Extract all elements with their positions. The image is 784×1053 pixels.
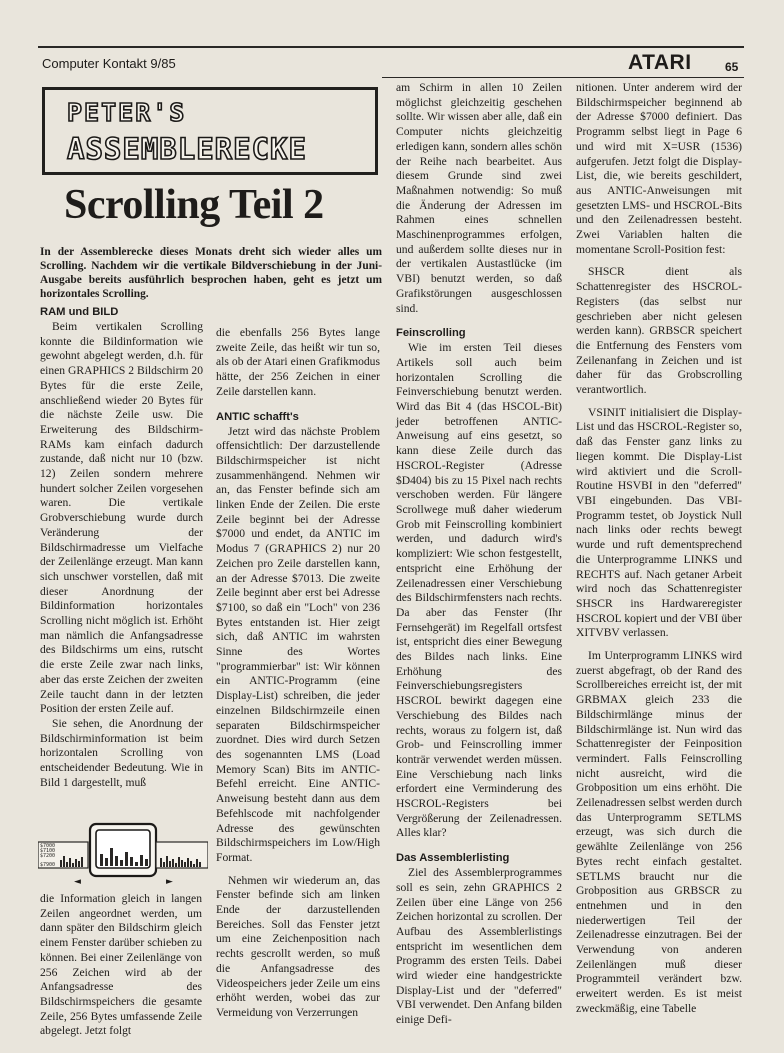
- paragraph: Im Unterprogramm LINKS wird zuerst abgefragt, ob der Rand des Scrollbereiches erreicht ist, der mit GRBMAX gleich 233 die Bildschirmlänge minus der Bildschirmlänge ist. Nun wird das Schattenregister der Feinposition vermindert. Falls Feinscrolling nicht ausreicht, wird die Grobposition um eins erhöht. Die Zeilenadressen selbst werden durch das Unterprogramm SETLMS erzeugt, was sich durch die gewählte Zeilenlänge von 256 Bytes recht einfach gestaltet. SETLMS braucht nur die Grobposition aus GRBSCR zu entnehmen und in den niederwertigen Teil der Zeilenadresse einzutragen. Bei der Verwendung von anderen Zeilenlängen muß dieser Programmteil verändert bzw. erweitert werden. Es ist meist zweckmäßig, eine Tabelle: [576, 649, 742, 1015]
- paragraph: Beim vertikalen Scrolling konnte die Bildinformation wie gewohnt abgelegt werden, d.h. für einen GRAPHICS 2 Bildschirm 20 Bytes für die erste Zeile, anschließend wieder 20 Bytes für die nächste Zeile usw. Die Erweiterung des Bildschirm-RAMs kam einfach dadurch zustande, daß nicht nur 10 (bzw. 12) Zeilen sondern mehrere hundert solcher Zeilen vorgesehen waren. Die vertikale Grobverschiebung wurde durch Veränderung der Bildschirmadresse um Vielfache der Zeilenlänge erzeugt. Man kann sich unschwer vorstellen, daß mit dieser Anordnung der Bildinformation horizontales Scrolling nicht möglich ist. Erhöht man nämlich die Anfangsadresse des Bildschirms um eins, rutscht die erste Zeile zwar nach links, aber das erste Zeichen der zweiten Zeile taucht dann in der letzten Position der ersten Zeile auf.: [40, 320, 203, 716]
- logo-line-2: ASSEMBLERECKE: [67, 132, 307, 166]
- arrow-right-icon: ►: [166, 877, 173, 886]
- memory-address-labels: [40, 843, 55, 868]
- article-lead: In der Assemblerecke dieses Monats dreht sich wieder alles um Scrolling. Nachdem wir die vertikale Bildverschiebung in der Juni-Ausgabe bereits ausführlich besprochen haben, geht es jetzt um horizontales Scrolling.: [40, 246, 382, 300]
- page-number: 65: [725, 60, 739, 74]
- column-2: [216, 326, 380, 1021]
- address-label: $7100: [40, 848, 56, 854]
- tv-window: [90, 824, 156, 876]
- header-underline: [382, 77, 744, 78]
- paragraph: Nehmen wir wiederum an, das Fenster befinde sich am linken Ende der darzustellenden Bereiches. Soll das Fenster jetzt um eine Zeichenposition nach rechts gescrollt werden, so muß die Anfangsadresse des Videospeichers jeder Zeile um eins erhöht werden, wobei das zur Vermeidung von Verzerrungen: [216, 873, 380, 1019]
- section-heading: Das Assemblerlisting: [396, 852, 510, 865]
- logo-line-1: PETER'S: [67, 98, 187, 127]
- section-heading: Feinscrolling: [396, 327, 466, 340]
- article-title: Scrolling Teil 2: [64, 182, 324, 228]
- brand-label: ATARI: [628, 51, 692, 74]
- paragraph: Jetzt wird das nächste Problem offensichtlich: Der darzustellende Bildschirmspeicher ist nicht zusammenhängend. Nehmen wir an, das Fenster befinde sich am linken Ende der Zeilen. Die erste Zeile beginnt bei der Adresse $7000 und endet, da ANTIC im Modus 7 (GRAPHICS 2) nur 20 Zeichen pro Zeile darstellen kann, an der Adresse $7013. Die zweite Zeile beginnt aber erst bei Adresse $7100, so daß ein "Loch" von 236 Bytes entstanden ist. Hier zeigt sich, daß ANTIC im wahrsten Sinne des Wortes "programmierbar" ist: Wir können ein ANTIC-Programm (eine Display-List) schreiben, die jeder einzelnen Bildschirmzeile einen separaten Bildschirmspeicher zuordnet. Dies wird durch Setzen des sogenannten LMS (Load Memory Scan) Bits im ANTIC-Befehl erreicht. Eine ANTIC-Anweisung besteht dann aus dem Befehlscode mit nachfolgender Adresse des gewünschten Bildschirmspeichers im Low/High Format.: [216, 424, 380, 864]
- section-heading: RAM und BILD: [40, 306, 119, 318]
- paragraph: SHSCR dient als Schattenregister des HSCROL-Registers (das selbst nur geschrieben aber nicht gelesen werden kann). GRBSCR speichert die Entfernung des Fensters vom Zeilenanfang in Zeichen und ist daher für das Grobscrolling verantwortlich.: [576, 265, 742, 397]
- address-label: $7900: [40, 862, 56, 868]
- column-3: [396, 81, 562, 1028]
- scrolling-diagram: [38, 818, 208, 886]
- paragraph: die Information gleich in langen Zeilen angeordnet werden, um dann später den Bildschirm gleich einem Fenster darüber schieben zu können. Bei einer Zeilenlänge von 256 Zeichen wird ab der Anfangsadresse des Bildschirmspeichers die gesamte Zeile, 256 Bytes umfassende Zeile abgelegt. Jetzt folgt: [40, 892, 202, 1038]
- address-label: $7200: [40, 853, 56, 859]
- paragraph: am Schirm in allen 10 Zeilen möglichst gleichzeitig geschehen sollte. Wir wissen aber alle, daß ein Computer nichts gleichzeitig erledigen kann, sondern alles schön der Reihe nach bearbeitet. Aus diesem Grunde sind zwei Maßnahmen notwendig: So muß die Änderung der Adressen im Rahmen eines schnellen Maschinenprogrammes erfolgen, und außerdem sollte dieses nur in der vertikalen Austastlücke (im VBI) benutzt werden, so daß Grafikstörungen ausgeschlossen sind.: [396, 81, 562, 315]
- paragraph: VSINIT initialisiert die Display-List und das HSCROL-Register so, daß das Fenster ganz links zu liegen kommt. Die Display-List wird aktiviert und die Scroll-Routine HSVBI in den "deferred" VBI eingebunden. Das VBI-Programm testet, ob Joystick Null nach links oder rechts bewegt wurde und ruft dementsprechend die Unterprogramme LINKS und RECHTS auf. Nach getaner Arbeit wird noch das Schattenregister SHSCR ins Hardwareregister HSCROL kopiert und der VBI über XITVBV verlassen.: [576, 405, 742, 640]
- paragraph: Sie sehen, die Anordnung der Bildschirminformation ist beim horizontalen Scrolling von entscheidender Bedeutung. Wie in Bild 1 dargestellt, muß: [40, 716, 203, 789]
- memory-strip-right: [156, 842, 208, 868]
- address-label: $7000: [40, 843, 56, 849]
- column-1-top: [40, 305, 203, 791]
- paragraph: Ziel des Assemblerprogrammes soll es sein, zehn GRAPHICS 2 Zeilen über eine Länge von 256 Zeichen horizontal zu scrollen. Der Aufbau des Assemblerlistings entspricht im wesentlichen dem Programm des ersten Teils. Dabei wird wieder eine handgestrickte Display-List und der "deferred" VBI verwendet. Den Anfang bilden einige Defi-: [396, 866, 562, 1027]
- paragraph: Wie im ersten Teil dieses Artikels soll auch beim horizontalen Scrolling die Feinverschiebung benutzt werden. Wird das Bit 4 (das HSCOL-Bit) jeder betroffenen ANTIC-Anweisung auf eins gesetzt, so kann diese Zeile durch das HSCROL-Register (Adresse $D404) bis zu 15 Pixel nach rechts verschoben werden. Für längere Scrollwege muß daher wiederum Grob mit Feinscrolling kombiniert werden, und dadurch wird's kompliziert: Wie schon festgestellt, entspricht eine Erhöhung der Zeilenadressen einer Verschiebung des Bildschirmfensters nach rechts. Da aber das Fenster (Ihr Fernsehgerät) im Regelfall ortsfest ist, entspricht dies einer Bewegung des Bildes nach links. Eine Erhöhung des Feinverschiebungsregisters HSCROL bewirkt dagegen eine Verschiebung des Bildes nach rechts, woraus zu folgern ist, daß Grob- und Feinscrolling immer konträr verwendet werden müssen. Eine Verschiebung nach links erfordert eine Verminderung des HSCROL-Registers bei Vergrößerung der Zeilenadressen. Alles klar?: [396, 341, 562, 840]
- column-logo: [42, 87, 378, 175]
- arrow-left-icon: ◄: [74, 877, 81, 886]
- magazine-issue: Computer Kontakt 9/85: [42, 56, 176, 71]
- column-4: [576, 81, 742, 1017]
- header-rule: [38, 46, 744, 48]
- section-heading: ANTIC schafft's: [216, 410, 299, 423]
- paragraph: nitionen. Unter anderem wird der Bildschirmspeicher beginnend ab der Adresse $7000 definiert. Das Programm selbst liegt in Page 6 und wird mit X=USR (1536) aufgerufen. Jetzt folgt die Display-List, die, wie bereits geschildert, aus ANTIC-Anweisungen mit gesetzten LMS- und HSCROL-Bits und den Zeilenadressen besteht. Zwei Variablen halten die momentane Scroll-Position fest:: [576, 81, 742, 256]
- paragraph: die ebenfalls 256 Bytes lange zweite Zeile, das heißt wir tun so, als ob der Atari einen Grafikmodus hätte, der 256 Zeichen in einer Zeile darstellen kann.: [216, 326, 380, 398]
- column-1-bottom: [40, 892, 202, 1039]
